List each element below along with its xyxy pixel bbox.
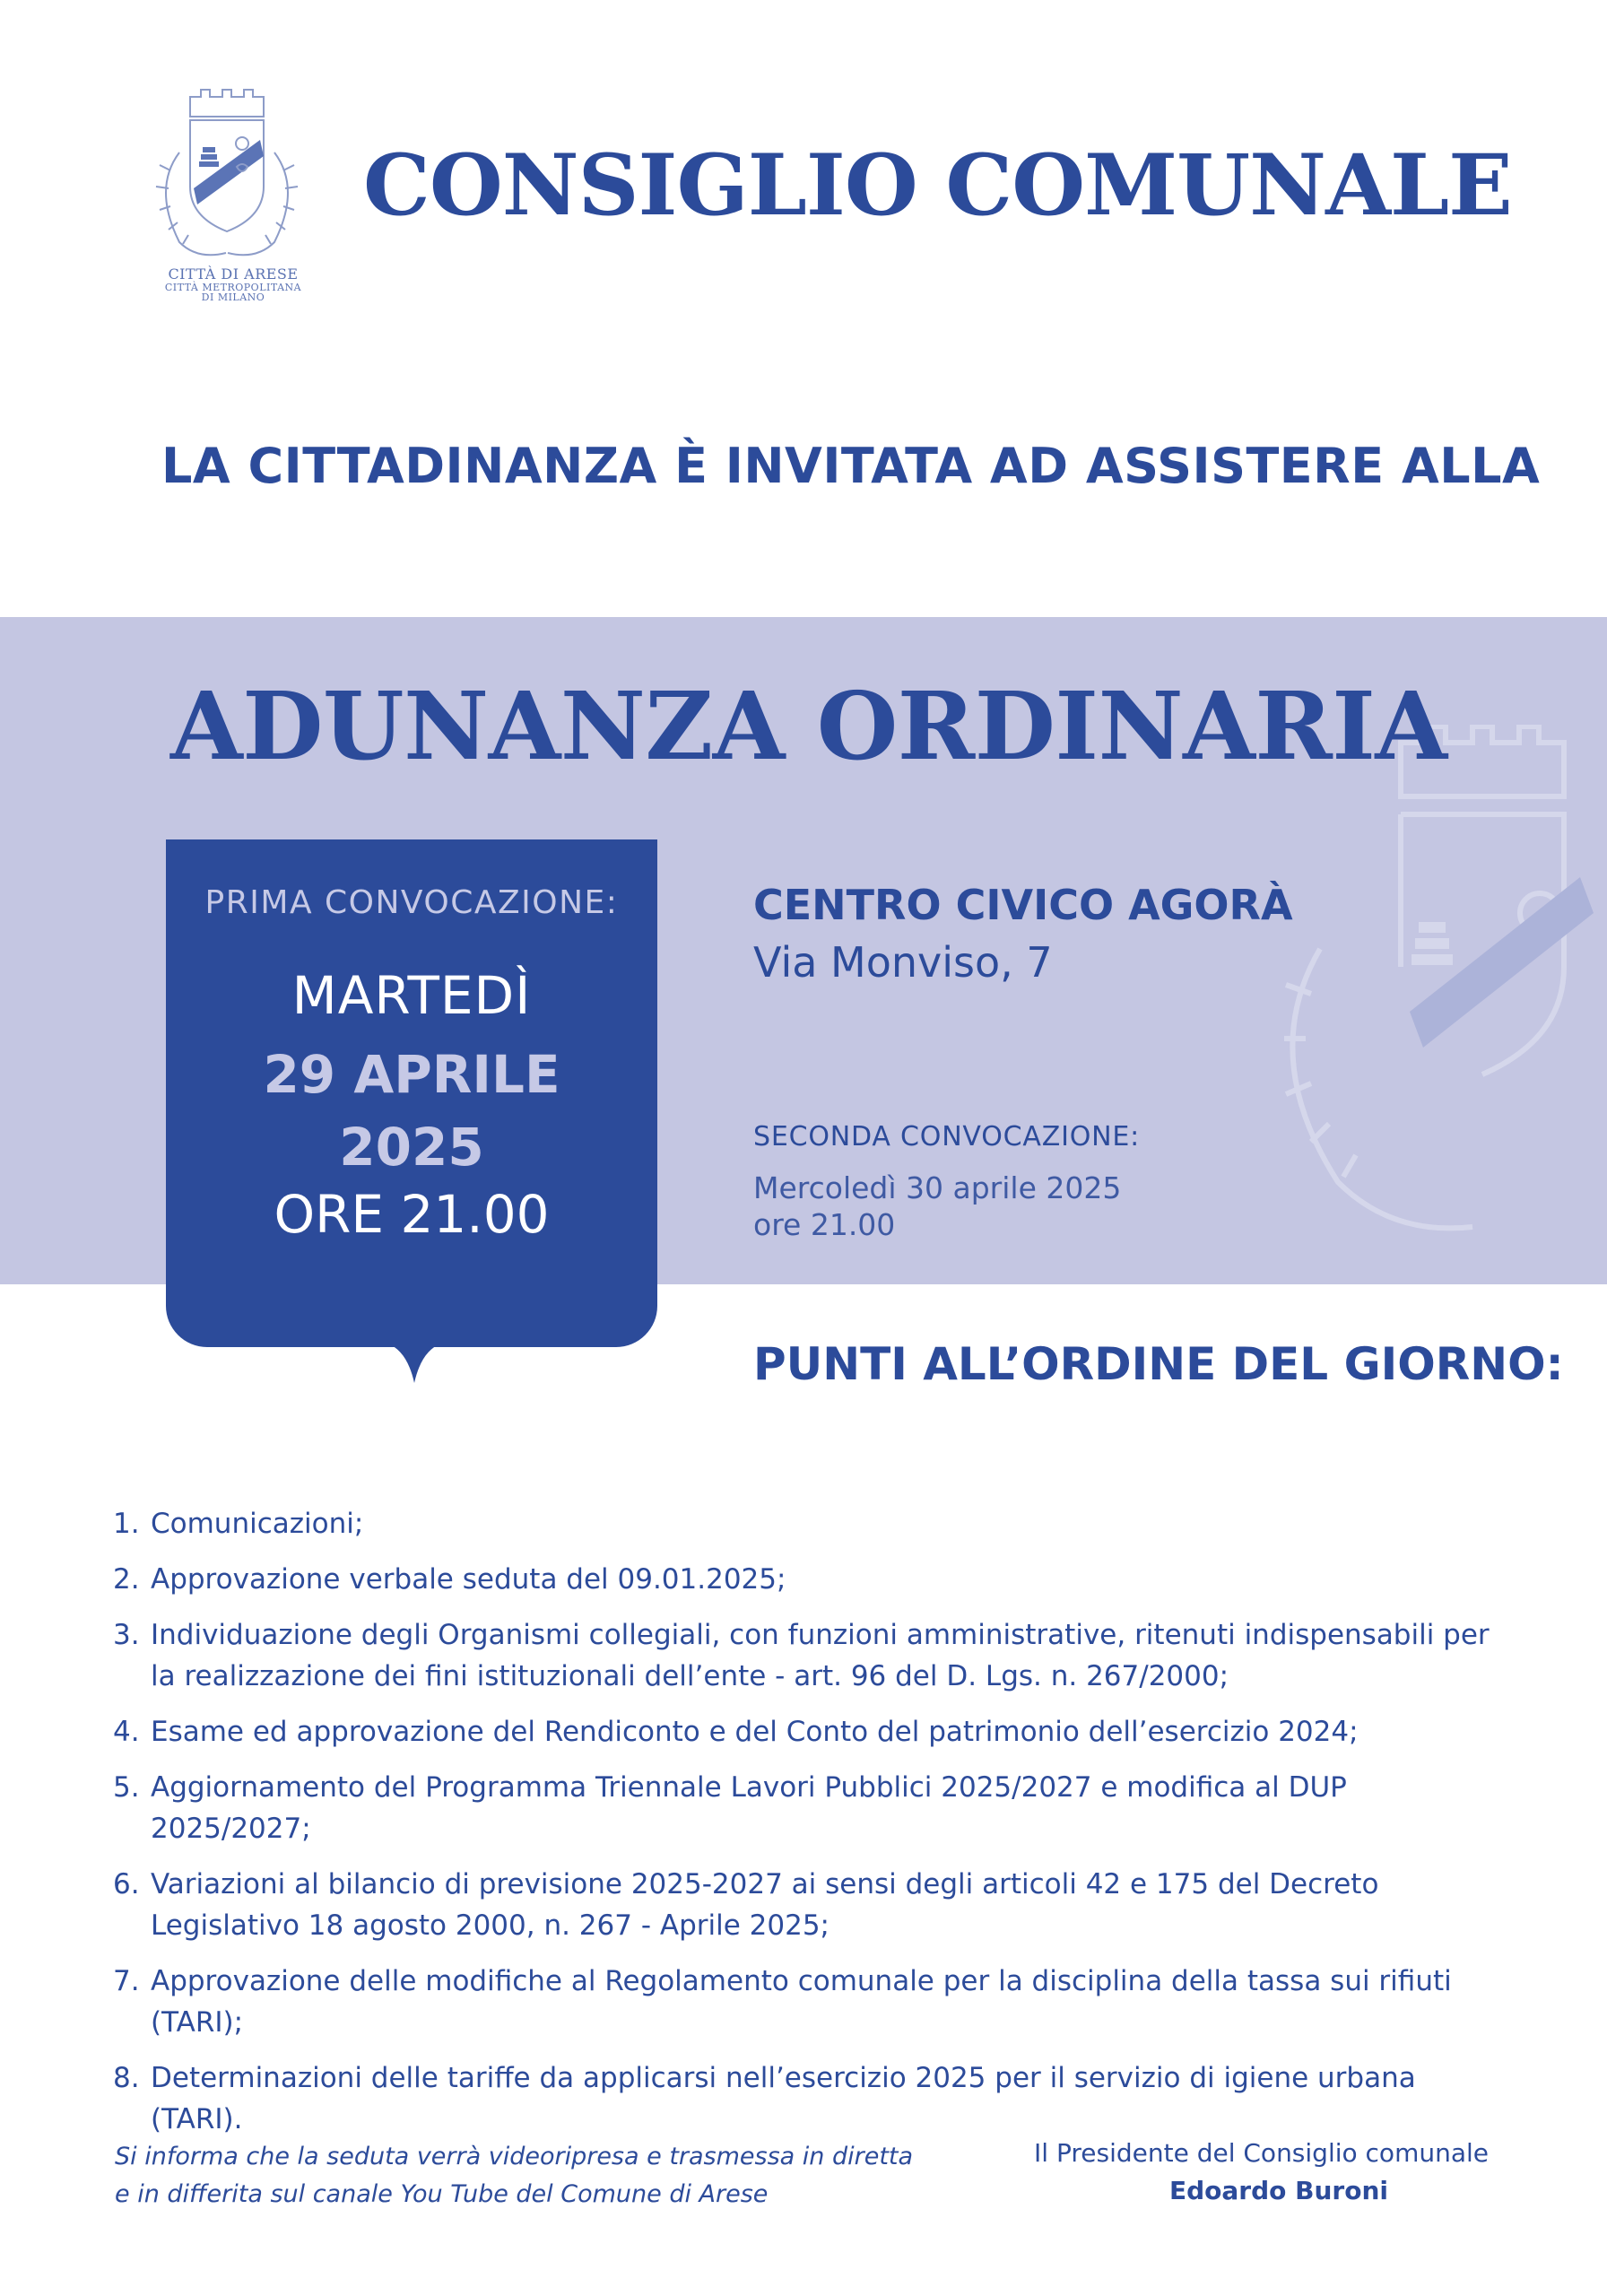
- page-title: CONSIGLIO COMUNALE: [363, 136, 1512, 235]
- broadcast-note-line1: Si informa che la seduta verrà videoripresa e trasmessa in diretta: [115, 2143, 914, 2170]
- second-call-details: [753, 1170, 1121, 1244]
- agenda-item: 1. Comunicazioni;: [113, 1508, 364, 1540]
- crest-caption: [135, 267, 332, 303]
- watermark-crest-icon: [1284, 725, 1607, 1263]
- first-call-date-line1: 29 APRILE: [263, 1044, 560, 1105]
- meeting-type-heading: ADUNANZA ORDINARIA: [170, 671, 1447, 781]
- broadcast-note: [115, 2138, 913, 2213]
- first-call-card: [166, 839, 657, 1347]
- second-call-date: Mercoledì 30 aprile 2025: [753, 1170, 1122, 1205]
- broadcast-note-line2: e in differita sul canale You Tube del Comune di Arese: [115, 2180, 769, 2208]
- signatory-name: Edoardo Buroni: [1169, 2176, 1388, 2205]
- agenda-title: PUNTI ALL’ORDINE DEL GIORNO:: [753, 1338, 1564, 1390]
- agenda-item: 2. Approvazione verbale seduta del 09.01.2025;: [113, 1563, 786, 1596]
- agenda-item: 4. Esame ed approvazione del Rendiconto e del Conto del patrimonio dell’esercizio 2024;: [113, 1716, 1359, 1748]
- first-call-label: PRIMA CONVOCAZIONE:: [204, 884, 619, 921]
- agenda-item: 8. Determinazioni delle tariffe da applicarsi nell’esercizio 2025 per il servizio di igiene urbana (TARI).: [113, 2062, 1416, 2135]
- invitation-subtitle: LA CITTADINANZA È INVITATA AD ASSISTERE ALLA: [161, 438, 1541, 494]
- agenda-item: 5. Aggiornamento del Programma Triennale Lavori Pubblici 2025/2027 e modifica al DUP 2025/2027;: [113, 1771, 1347, 1845]
- agenda-list: [113, 1503, 1512, 2154]
- first-call-time: ORE 21.00: [274, 1184, 550, 1245]
- signatory-role: Il Presidente del Consiglio comunale: [1034, 2138, 1489, 2168]
- agenda-item: 6. Variazioni al bilancio di previsione 2025-2027 ai sensi degli articoli 42 e 175 del Decreto Legislativo 18 agosto 2000, n. 267 - Aprile 2025;: [113, 1868, 1379, 1942]
- venue-address: Via Monviso, 7: [753, 938, 1053, 987]
- crest-metro-line1: CITTÀ METROPOLITANA: [164, 281, 302, 293]
- second-call-label: SECONDA CONVOCAZIONE:: [753, 1121, 1141, 1152]
- venue-name: CENTRO CIVICO AGORÀ: [753, 881, 1293, 929]
- first-call-date: [166, 1039, 657, 1184]
- crest-metro-line2: DI MILANO: [201, 291, 265, 304]
- crest-city-name: CITTÀ DI ARESE: [168, 265, 299, 283]
- agenda-item: 3. Individuazione degli Organismi collegiali, con funzioni amministrative, ritenuti indispensabili per la realizzazione dei fini istituzionali dell’ente - art. 96 del D. Lgs. n. 267/2000;: [113, 1619, 1490, 1692]
- first-call-weekday: MARTEDÌ: [291, 965, 532, 1026]
- second-call-time: ore 21.00: [753, 1207, 896, 1243]
- agenda-item: 7. Approvazione delle modifiche al Regolamento comunale per la disciplina della tassa sui rifiuti (TARI);: [113, 1965, 1452, 2039]
- first-call-date-line2: 2025: [339, 1117, 484, 1178]
- card-pointer: [387, 1344, 441, 1383]
